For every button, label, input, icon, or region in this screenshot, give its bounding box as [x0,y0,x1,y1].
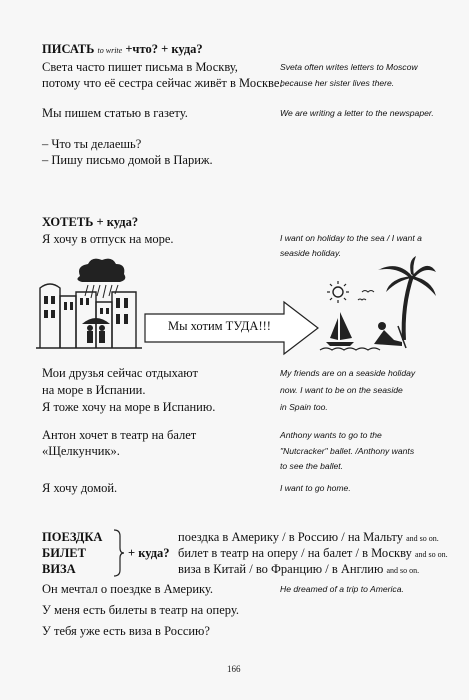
khotet-translation-1-line-2: seaside holiday. [280,248,341,258]
nouns-question: + куда? [128,546,170,560]
khotet-translation-2-line-1: My friends are on a seaside holiday [280,368,416,378]
noun-example-line-2 [178,546,448,561]
pisat-example-1-line-2: потому что её сестра сейчас живёт в Москве. [42,76,283,90]
pisat-heading [42,42,203,57]
pisat-translation-2: We are writing a letter to the newspaper. [280,108,434,118]
khotet-translation-3-line-2: "Nutcracker" ballet. /Anthony wants [280,446,415,456]
noun-trip: ПОЕЗДКА [42,530,103,544]
and-so-on-2: and so on. [414,550,448,559]
pisat-example-1-line-1: Света часто пишет письма в Москву, [42,60,238,74]
khotet-translation-3-line-3: to see the ballet. [280,461,344,471]
khotet-example-3-line-2: «Щелкунчик». [42,444,120,458]
khotet-example-2-line-3: Я тоже хочу на море в Испанию. [42,400,216,414]
pisat-translation-1-line-2: because her sister lives there. [280,78,395,88]
pisat-example-2: Мы пишем статью в газету. [42,106,188,120]
dialog-line-1: – Что ты делаешь? [42,137,142,151]
noun-ticket: БИЛЕТ [42,546,86,560]
khotet-example-3-line-1: Антон хочет в театр на балет [42,428,197,442]
pisat-translation-1-line-1: Sveta often writes letters to Moscow [280,62,418,72]
right-brace-icon [112,528,126,578]
noun-example-line-3 [178,562,419,577]
khotet-translation-2-line-3: in Spain too. [280,402,328,412]
noun-example-line-1 [178,530,439,545]
rainy-city-illustration [36,258,144,358]
noun-visa: ВИЗА [42,562,76,576]
and-so-on-1: and so on. [406,534,439,543]
noun-example-line-2-text: билет в театр на оперу / на балет / в Москву [178,546,412,560]
nouns-example-1: Он мечтал о поездке в Америку. [42,582,214,596]
arrow-text: Мы хотим ТУДА!!! [168,319,271,333]
beach-illustration [318,256,438,356]
pisat-verb: ПИСАТЬ [42,42,95,56]
pisat-gloss: to write [97,46,123,55]
pisat-question: +что? + куда? [125,42,203,56]
khotet-translation-2-line-2: now. I want to be on the seaside [280,385,403,395]
khotet-example-4: Я хочу домой. [42,481,118,495]
khotet-translation-3-line-1: Anthony wants to go to the [280,430,382,440]
dialog-line-2: – Пишу письмо домой в Париж. [42,153,213,167]
noun-example-line-1-text: поездка в Америку / в Россию / на Мальту [178,530,403,544]
nouns-example-3: У тебя уже есть виза в Россию? [42,624,210,638]
nouns-translation-1: He dreamed of a trip to America. [280,584,404,594]
khotet-example-2-line-1: Мои друзья сейчас отдыхают [42,366,198,380]
nouns-example-2: У меня есть билеты в театр на оперу. [42,603,239,617]
noun-example-line-3-text: виза в Китай / во Францию / в Англию [178,562,384,576]
page-number: 166 [227,664,241,674]
khotet-translation-1-line-1: I want on holiday to the sea / I want a [280,233,422,243]
khotet-heading: ХОТЕТЬ + куда? [42,215,139,229]
and-so-on-3: and so on. [386,566,420,575]
khotet-example-2-line-2: на море в Испании. [42,383,146,397]
khotet-translation-4: I want to go home. [280,483,351,493]
khotet-example-1: Я хочу в отпуск на море. [42,232,174,246]
